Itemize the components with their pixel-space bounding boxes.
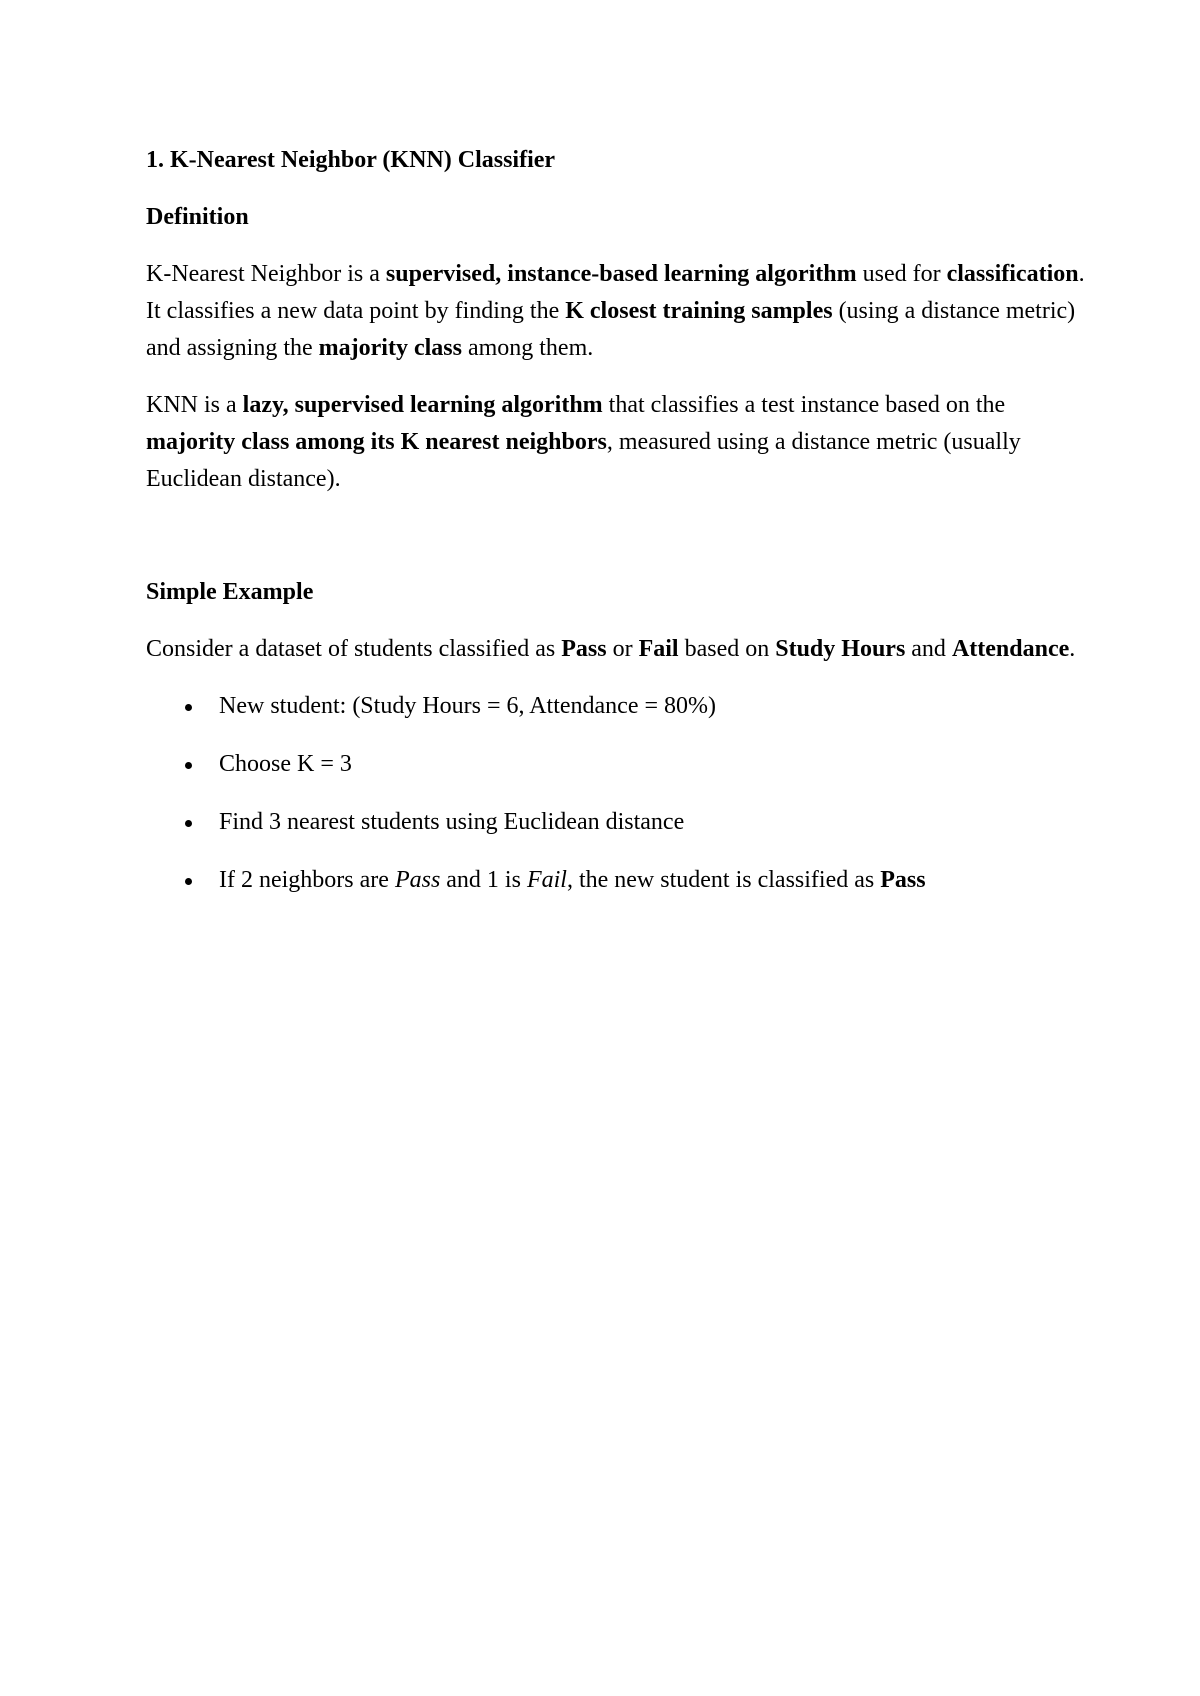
example-heading: Simple Example: [146, 579, 314, 605]
text-run: , measured using a distance metric (usually Euclidean distance).: [146, 429, 1021, 492]
example-paragraph: [146, 631, 1086, 668]
bold-run: K closest training samples: [565, 298, 833, 324]
list-item-text: Find 3 nearest students using Euclidean distance: [219, 809, 685, 835]
bold-run: Pass: [880, 867, 926, 893]
definition-heading: Definition: [146, 204, 249, 230]
example-bullet-list: [146, 688, 1086, 899]
document-page: [146, 142, 1086, 920]
bold-run: classification: [946, 261, 1079, 287]
text-run: (using a distance metric) and assigning the: [146, 298, 1076, 361]
definition-paragraph-2: [146, 387, 1086, 498]
bold-run: supervised, instance-based learning algorithm: [385, 261, 857, 287]
text-run: or: [606, 636, 639, 662]
bold-run: Study Hours: [775, 636, 906, 662]
bullet-icon: [185, 762, 192, 769]
list-item-text: New student: (Study Hours = 6, Attendance = 80%): [219, 693, 716, 719]
list-item: [146, 862, 1086, 899]
bold-run: majority class among its K nearest neighbors: [146, 429, 607, 455]
bold-run: Fail: [638, 636, 679, 662]
text-run: among them.: [461, 335, 594, 361]
text-run: If 2 neighbors are: [219, 867, 395, 893]
text-run: KNN is a: [146, 392, 243, 418]
list-item: [146, 688, 1086, 725]
bold-run: lazy, supervised learning algorithm: [242, 392, 603, 418]
text-run: . It classifies a new data point by finding the: [146, 261, 1085, 324]
italic-run: Fail: [526, 867, 567, 893]
definition-paragraph-1: [146, 256, 1086, 367]
list-item: [146, 804, 1086, 841]
document-title: 1. K-Nearest Neighbor (KNN) Classifier: [146, 147, 556, 173]
text-run: based on: [678, 636, 776, 662]
bullet-icon: [185, 704, 192, 711]
text-run: Consider a dataset of students classified as: [146, 636, 562, 662]
bold-run: Attendance: [951, 636, 1070, 662]
bullet-icon: [185, 820, 192, 827]
text-run: that classifies a test instance based on the: [602, 392, 1006, 418]
text-run: used for: [856, 261, 947, 287]
text-run: and 1 is: [440, 867, 527, 893]
text-run: , the new student is classified as: [566, 867, 881, 893]
text-run: and: [905, 636, 952, 662]
bold-run: Pass: [561, 636, 607, 662]
text-run: .: [1069, 636, 1076, 662]
italic-run: Pass: [394, 867, 441, 893]
list-item: [146, 746, 1086, 783]
text-run: K-Nearest Neighbor is a: [146, 261, 386, 287]
list-item-text: Choose K = 3: [219, 751, 352, 777]
spacer: [146, 518, 1086, 574]
bullet-icon: [185, 878, 192, 885]
bold-run: majority class: [318, 335, 462, 361]
